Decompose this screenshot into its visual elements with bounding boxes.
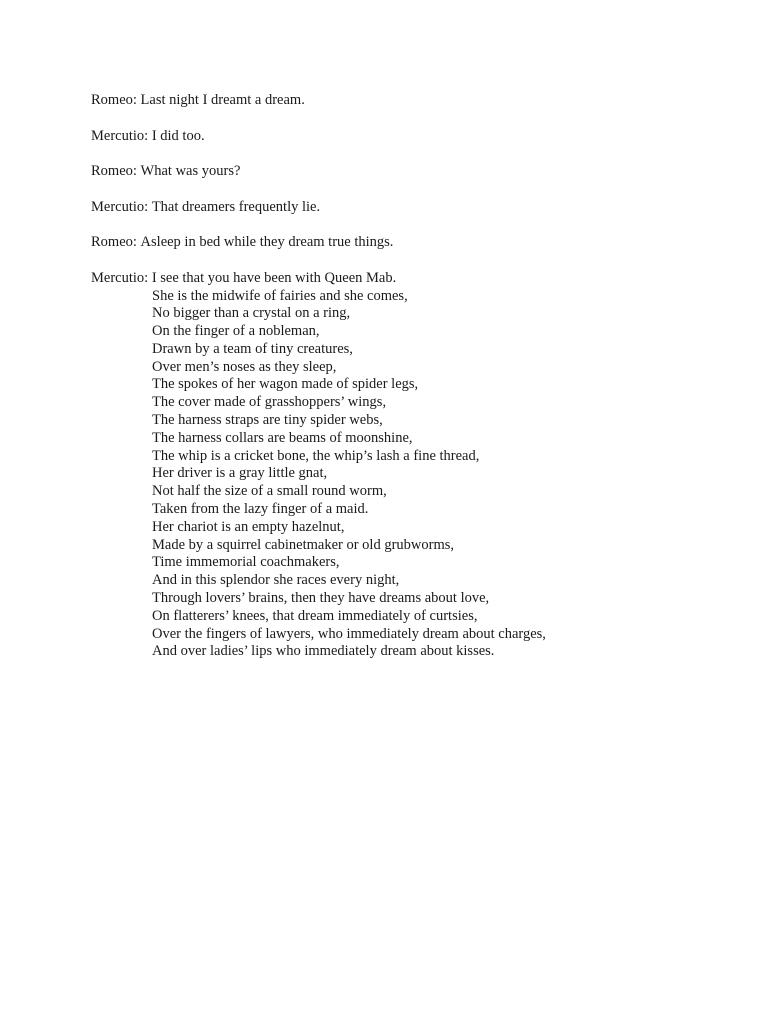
verse-line: And over ladies’ lips who immediately dream about kisses. (152, 643, 495, 660)
dialogue-text-line: What was yours? (140, 163, 241, 179)
verse-line: The cover made of grasshoppers’ wings, (152, 394, 387, 411)
verse-line: Made by a squirrel cabinetmaker or old grubworms, (152, 536, 454, 553)
speaker-name: Mercutio: (91, 127, 149, 144)
verse-line: No bigger than a crystal on a ring, (152, 305, 351, 322)
speech-verse-lines (152, 287, 731, 661)
speaker-name: Mercutio: (91, 198, 149, 215)
speaker-name: Romeo: (91, 234, 137, 250)
verse-line: On the finger of a nobleman, (152, 323, 320, 340)
verse-line: The harness straps are tiny spider webs, (152, 412, 383, 429)
speaker-name: Mercutio: (91, 269, 149, 286)
dialogue-line (91, 198, 731, 216)
verse-line: Her driver is a gray little gnat, (152, 465, 328, 482)
verse-line: On flatterers’ knees, that dream immediately of curtsies, (152, 607, 478, 624)
dialogue-line (91, 233, 731, 251)
dialogue-line (91, 127, 731, 145)
verse-line: Through lovers’ brains, then they have dreams about love, (152, 590, 490, 607)
verse-line: The whip is a cricket bone, the whip’s lash a fine thread, (152, 447, 480, 464)
dialogue-text-line: Asleep in bed while they dream true things. (140, 234, 394, 250)
dialogue-text (91, 91, 731, 660)
verse-line: Not half the size of a small round worm, (152, 483, 387, 500)
verse-line: Over the fingers of lawyers, who immediately dream about charges, (152, 625, 546, 642)
dialogue-line (91, 162, 731, 180)
queen-mab-speech (91, 269, 731, 661)
verse-line: The harness collars are beams of moonshine, (152, 429, 413, 446)
verse-line: The spokes of her wagon made of spider legs, (152, 376, 419, 393)
verse-line: Over men’s noses as they sleep, (152, 358, 337, 375)
speaker-name: Romeo: (91, 92, 137, 108)
verse-line: Drawn by a team of tiny creatures, (152, 340, 353, 357)
dialogue-line (91, 91, 731, 109)
verse-line: Time immemorial coachmakers, (152, 554, 340, 571)
verse-line: Her chariot is an empty hazelnut, (152, 518, 345, 535)
speaker-name: Romeo: (91, 163, 137, 179)
verse-line: And in this splendor she races every night, (152, 572, 400, 589)
dialogue-text-line: Last night I dreamt a dream. (140, 92, 305, 108)
verse-line: She is the midwife of fairies and she comes, (152, 287, 408, 304)
dialogue-text-line: That dreamers frequently lie. (151, 198, 321, 215)
verse-line: Taken from the lazy finger of a maid. (152, 501, 369, 518)
speech-first-line (91, 269, 731, 287)
dialogue-text-line: I did too. (151, 127, 205, 144)
speech-opening-line: I see that you have been with Queen Mab. (151, 269, 397, 286)
